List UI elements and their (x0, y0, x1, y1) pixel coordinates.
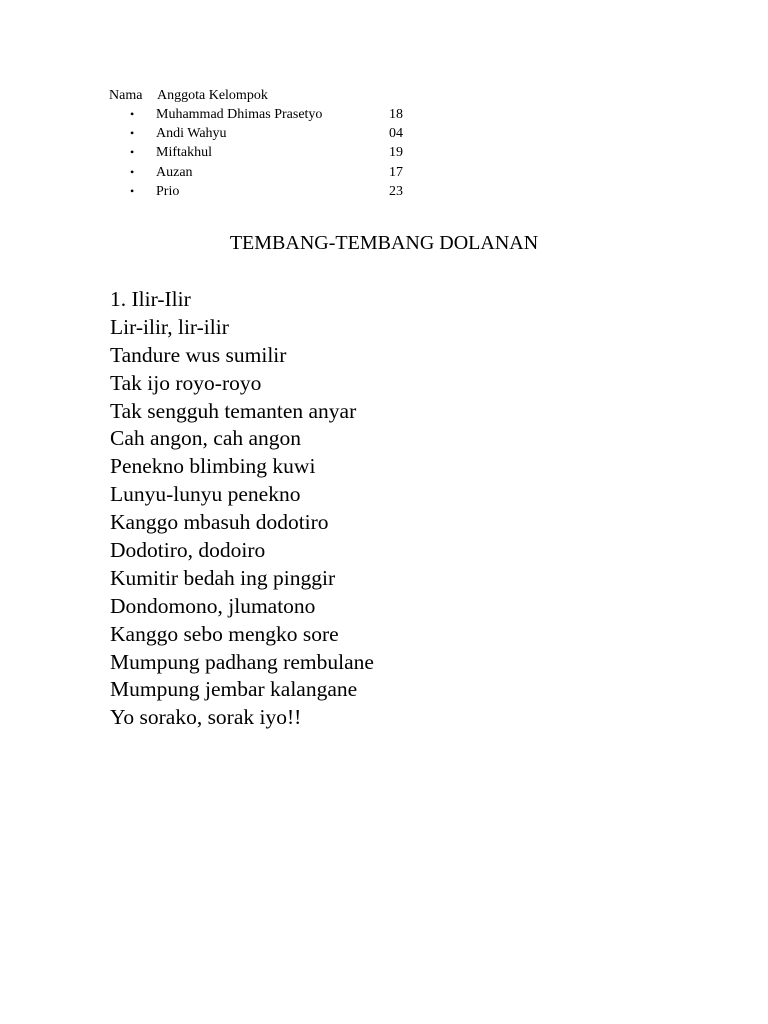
member-number: 18 (389, 107, 403, 122)
song-line: Kumitir bedah ing pinggir (110, 565, 336, 590)
member-name: Auzan (156, 164, 193, 180)
song-line: Lir-ilir, lir-ilir (110, 314, 229, 339)
group-label: Anggota Kelompok (157, 88, 268, 103)
member-number: 23 (389, 183, 403, 199)
song-line: Yo sorako, sorak iyo!! (110, 705, 302, 730)
song-line: Dodotiro, dodoiro (110, 538, 266, 563)
member-number: 04 (389, 126, 403, 142)
song-block (110, 286, 374, 732)
bullet-icon: • (130, 145, 135, 160)
song-line: Dondomono, jlumatono (110, 593, 316, 618)
song-line: Cah angon, cah angon (110, 426, 302, 451)
document-title-text: TEMBANG-TEMBANG DOLANAN (229, 232, 539, 254)
member-name: Muhammad Dhimas Prasetyo (156, 107, 323, 122)
song-line: Tandure wus sumilir (110, 342, 287, 367)
member-name: Miftakhul (156, 145, 212, 161)
member-name: Prio (156, 183, 180, 199)
song-line: Lunyu-lunyu penekno (110, 482, 301, 507)
song-heading: 1. Ilir-Ilir (110, 287, 191, 311)
nama-label: Nama (109, 88, 143, 103)
bullet-icon: • (130, 126, 135, 141)
bullet-icon: • (130, 107, 135, 121)
document-title (0, 230, 768, 256)
song-line: Mumpung padhang rembulane (110, 649, 374, 674)
song-line: Kanggo mbasuh dodotiro (110, 510, 329, 535)
bullet-icon: • (130, 183, 135, 198)
bullet-icon: • (130, 164, 135, 179)
member-number: 17 (389, 164, 403, 180)
song-line: Tak ijo royo-royo (110, 370, 262, 395)
song-line: Penekno blimbing kuwi (110, 454, 316, 479)
member-number: 19 (389, 145, 403, 161)
song-line: Mumpung jembar kalangane (110, 677, 358, 702)
song-line: Tak sengguh temanten anyar (110, 398, 357, 423)
song-line: Kanggo sebo mengko sore (110, 621, 339, 646)
member-name: Andi Wahyu (156, 126, 227, 142)
group-header (109, 86, 268, 105)
